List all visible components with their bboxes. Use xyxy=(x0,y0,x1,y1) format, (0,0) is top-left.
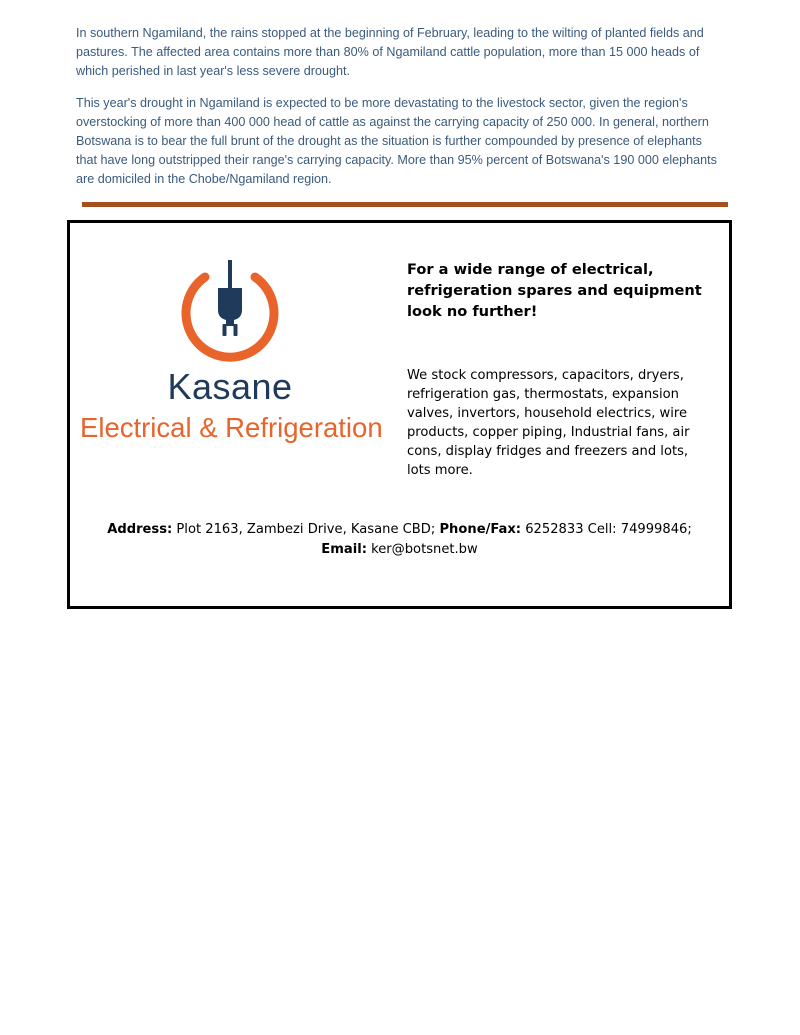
contact-line-1 xyxy=(70,520,729,540)
advertisement-box xyxy=(67,220,732,609)
article-paragraph: In southern Ngamiland, the rains stopped at the beginning of February, leading to the wilting of planted fields and pastures. The affected area contains more than 80% of Ngamiland cattle population, more than 15 000 heads of which perished in last year's less severe drought. xyxy=(76,26,704,78)
contact-line-2 xyxy=(70,540,729,560)
article-text xyxy=(76,24,726,202)
address-value: Plot 2163, Zambezi Drive, Kasane CBD; xyxy=(172,522,440,537)
email-value[interactable]: ker@botsnet.bw xyxy=(366,542,478,557)
company-logo xyxy=(80,258,383,453)
ad-headline: For a wide range of electrical, refrigeration spares and equipment look no further! xyxy=(407,261,702,320)
contact-info xyxy=(70,520,729,560)
power-plug-icon xyxy=(170,258,290,366)
brand-name: Kasane xyxy=(167,366,293,407)
phone-value: 6252833 Cell: 74999846; xyxy=(521,522,692,537)
email-label: Email: xyxy=(321,542,367,557)
article-paragraph: This year's drought in Ngamiland is expected to be more devastating to the livestock sector, given the region's overstocking of more than 400 000 head of cattle as against the carrying capacity of 250 000. In general, northern Botswana is to bear the full brunt of the drought as the situation is further compounded by presence of elephants that have long outstripped their range's carrying capacity. More than 95% percent of Botswana's 190 000 elephants are domiciled in the Chobe/Ngamiland region. xyxy=(76,96,717,186)
brand-subtitle: Electrical & Refrigeration xyxy=(80,412,383,443)
section-divider xyxy=(82,202,728,207)
phone-label: Phone/Fax: xyxy=(439,522,522,537)
address-label: Address: xyxy=(107,522,173,537)
ad-description: We stock compressors, capacitors, dryers, refrigeration gas, thermostats, expansion valves, invertors, household electrics, wire products, copper piping, Industrial fans, air cons, display fridges and freezers and lots, lots more. xyxy=(407,368,690,478)
